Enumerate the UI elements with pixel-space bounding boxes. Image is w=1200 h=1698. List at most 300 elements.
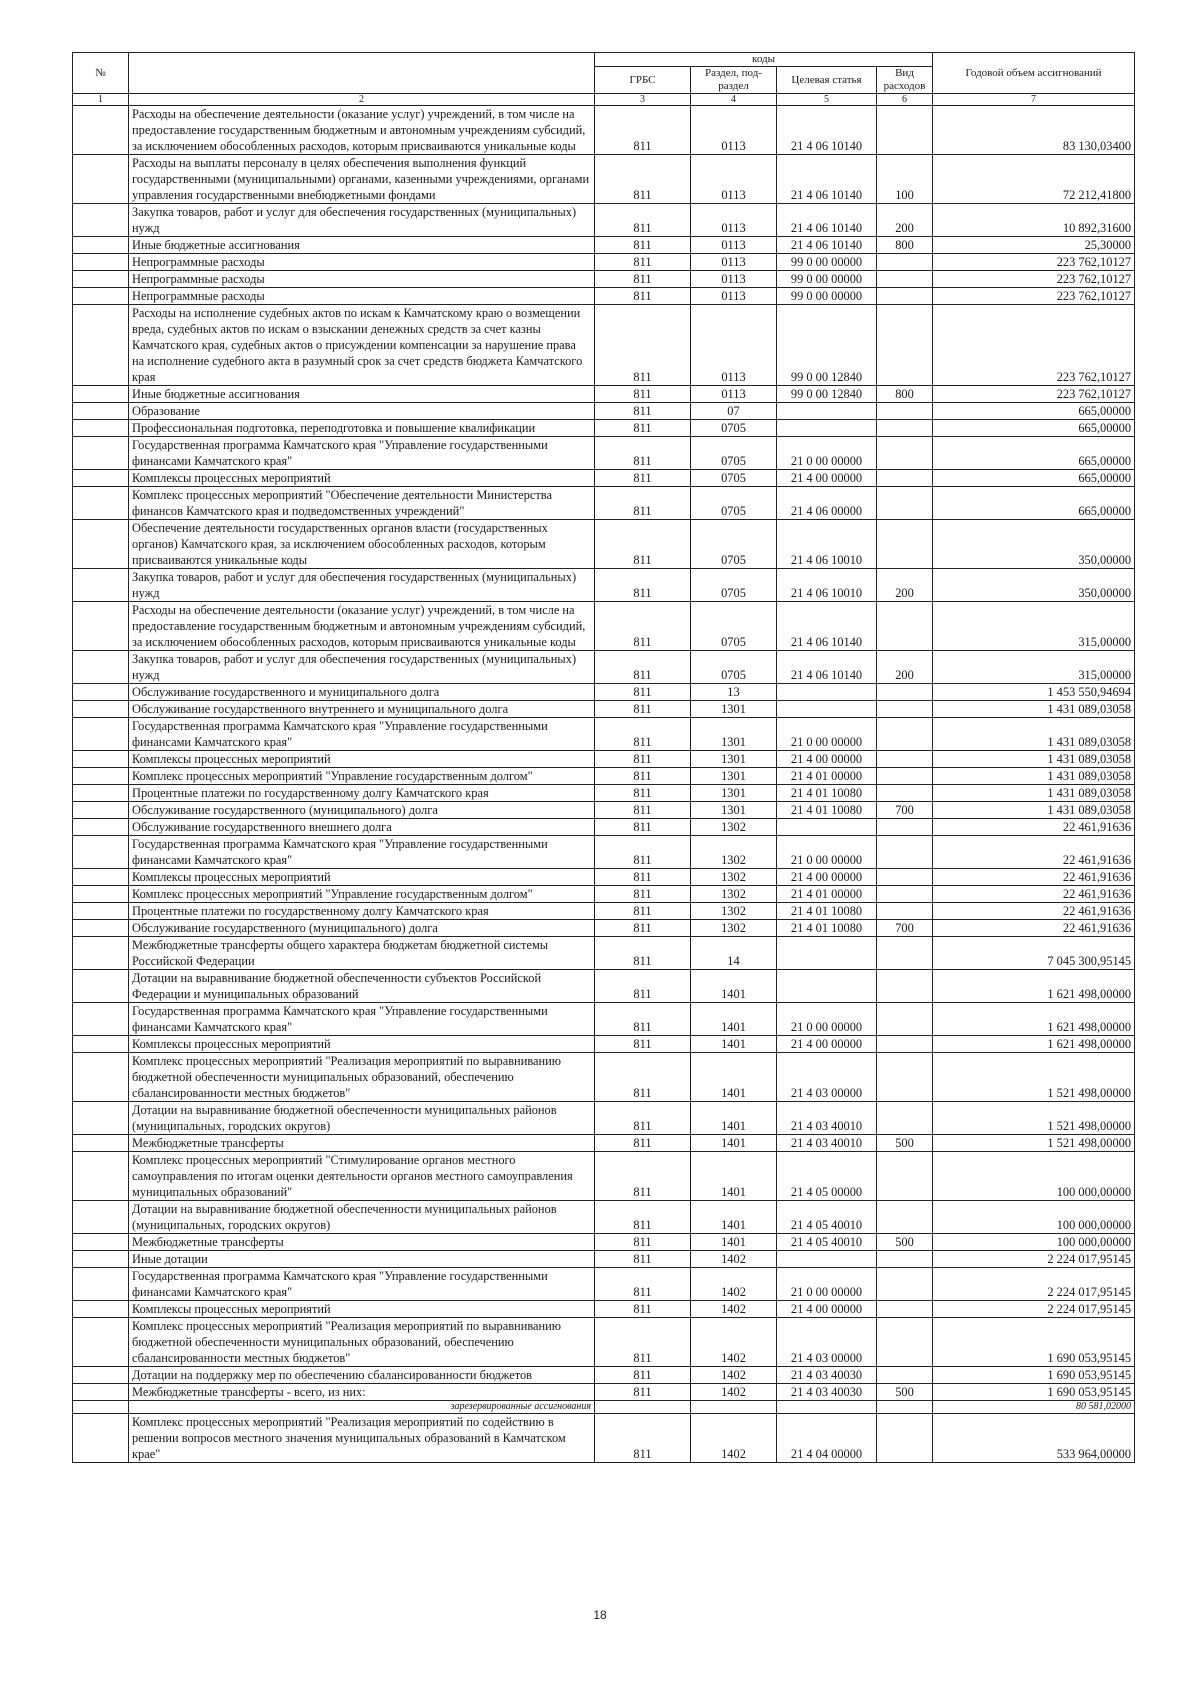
row-amount: 1 431 089,03058 xyxy=(933,785,1135,802)
row-section-code: 0113 xyxy=(691,254,777,271)
row-grbs-code: 811 xyxy=(595,785,691,802)
table-row xyxy=(73,420,1135,437)
row-grbs-code: 811 xyxy=(595,520,691,569)
row-grbs-code: 811 xyxy=(595,886,691,903)
row-grbs-code: 811 xyxy=(595,1268,691,1301)
row-name: Комплекс процессных мероприятий "Реализация мероприятий по содействию в решении вопросов местного значения муниципальных образований в Камчатском крае" xyxy=(129,1414,595,1463)
row-name: Обеспечение деятельности государственных органов власти (государственных органов) Камчатского края, за исключением обособленных расходов, которым присваиваются уникальные коды xyxy=(129,520,595,569)
table-row xyxy=(73,487,1135,520)
table-row xyxy=(73,254,1135,271)
table-row xyxy=(73,1414,1135,1463)
row-expense-kind: 100 xyxy=(877,155,933,204)
row-grbs-code: 811 xyxy=(595,920,691,937)
row-grbs-code: 811 xyxy=(595,1102,691,1135)
row-name: Процентные платежи по государственному долгу Камчатского края xyxy=(129,903,595,920)
row-number xyxy=(73,420,129,437)
row-target-code: 21 4 03 40030 xyxy=(777,1384,877,1401)
row-number xyxy=(73,1367,129,1384)
row-name: Расходы на выплаты персоналу в целях обеспечения выполнения функций государственными (муниципальными) органами, казенными учреждениями, органами управления государственными внебюджетными фондами xyxy=(129,155,595,204)
row-number xyxy=(73,819,129,836)
row-name: Профессиональная подготовка, переподготовка и повышение квалификации xyxy=(129,420,595,437)
row-amount: 223 762,10127 xyxy=(933,386,1135,403)
row-number xyxy=(73,1135,129,1152)
row-amount: 7 045 300,95145 xyxy=(933,937,1135,970)
table-row xyxy=(73,970,1135,1003)
row-number xyxy=(73,1301,129,1318)
row-section-code: 1402 xyxy=(691,1301,777,1318)
row-grbs-code: 811 xyxy=(595,1301,691,1318)
table-row xyxy=(73,569,1135,602)
row-name: Комплексы процессных мероприятий xyxy=(129,1301,595,1318)
row-grbs-code: 811 xyxy=(595,768,691,785)
table-row xyxy=(73,802,1135,819)
row-name: Иные дотации xyxy=(129,1251,595,1268)
row-grbs-code: 811 xyxy=(595,437,691,470)
row-expense-kind xyxy=(877,1401,933,1414)
row-amount: 22 461,91636 xyxy=(933,819,1135,836)
row-name: Обслуживание государственного и муниципального долга xyxy=(129,684,595,701)
row-expense-kind xyxy=(877,785,933,802)
table-row xyxy=(73,651,1135,684)
col-number: 2 xyxy=(129,94,595,106)
table-row xyxy=(73,903,1135,920)
row-expense-kind xyxy=(877,271,933,288)
row-name: Государственная программа Камчатского края "Управление государственными финансами Камчатского края" xyxy=(129,437,595,470)
row-name: Межбюджетные трансферты xyxy=(129,1234,595,1251)
header-name xyxy=(129,53,595,94)
row-name: Комплексы процессных мероприятий xyxy=(129,751,595,768)
row-name: Комплекс процессных мероприятий "Реализация мероприятий по выравниванию бюджетной обеспеченности муниципальных образований, обеспечению сбалансированности местных бюджетов" xyxy=(129,1318,595,1367)
row-section-code: 1402 xyxy=(691,1318,777,1367)
row-number xyxy=(73,254,129,271)
row-amount: 22 461,91636 xyxy=(933,903,1135,920)
row-expense-kind xyxy=(877,701,933,718)
row-section-code: 1301 xyxy=(691,802,777,819)
row-grbs-code: 811 xyxy=(595,718,691,751)
row-amount: 223 762,10127 xyxy=(933,271,1135,288)
row-target-code xyxy=(777,403,877,420)
row-expense-kind xyxy=(877,768,933,785)
table-row xyxy=(73,1301,1135,1318)
header-grbs: ГРБС xyxy=(595,67,691,94)
table-row xyxy=(73,1152,1135,1201)
row-number xyxy=(73,1414,129,1463)
row-number xyxy=(73,1053,129,1102)
row-number xyxy=(73,288,129,305)
row-section-code: 0705 xyxy=(691,487,777,520)
row-target-code: 21 4 00 00000 xyxy=(777,751,877,768)
row-number xyxy=(73,386,129,403)
row-expense-kind: 200 xyxy=(877,204,933,237)
row-target-code xyxy=(777,684,877,701)
table-body xyxy=(73,106,1135,1463)
row-section-code: 0113 xyxy=(691,288,777,305)
row-number xyxy=(73,701,129,718)
row-expense-kind: 500 xyxy=(877,1384,933,1401)
row-target-code xyxy=(777,1401,877,1414)
row-section-code: 1401 xyxy=(691,1102,777,1135)
row-target-code xyxy=(777,1251,877,1268)
row-target-code: 21 4 00 00000 xyxy=(777,470,877,487)
row-number xyxy=(73,271,129,288)
row-name: Комплекс процессных мероприятий "Стимулирование органов местного самоуправления по итогам оценки деятельности органов местного самоуправления муниципальных образований" xyxy=(129,1152,595,1201)
row-number xyxy=(73,684,129,701)
row-target-code: 21 0 00 00000 xyxy=(777,437,877,470)
row-name: Обслуживание государственного внешнего долга xyxy=(129,819,595,836)
row-grbs-code: 811 xyxy=(595,237,691,254)
row-name: Расходы на обеспечение деятельности (оказание услуг) учреждений, в том числе на предоставление государственным бюджетным и автономным учреждениям субсидий, за исключением обособленных расходов, которым присваиваются уникальные коды xyxy=(129,106,595,155)
row-expense-kind xyxy=(877,886,933,903)
row-name: Комплекс процессных мероприятий "Обеспечение деятельности Министерства финансов Камчатского края и подведомственных учреждений" xyxy=(129,487,595,520)
row-amount: 1 621 498,00000 xyxy=(933,1003,1135,1036)
table-row xyxy=(73,288,1135,305)
row-target-code: 21 4 06 10140 xyxy=(777,602,877,651)
row-section-code: 1402 xyxy=(691,1268,777,1301)
row-expense-kind xyxy=(877,1102,933,1135)
row-expense-kind xyxy=(877,751,933,768)
row-grbs-code: 811 xyxy=(595,271,691,288)
row-grbs-code: 811 xyxy=(595,1201,691,1234)
row-name: Государственная программа Камчатского края "Управление государственными финансами Камчатского края" xyxy=(129,1268,595,1301)
row-section-code: 0705 xyxy=(691,651,777,684)
row-section-code: 0113 xyxy=(691,386,777,403)
row-name: Комплексы процессных мероприятий xyxy=(129,470,595,487)
table-row xyxy=(73,602,1135,651)
row-name: Комплекс процессных мероприятий "Реализация мероприятий по выравниванию бюджетной обеспеченности муниципальных образований, обеспечению сбалансированности местных бюджетов" xyxy=(129,1053,595,1102)
row-target-code: 21 4 06 10140 xyxy=(777,651,877,684)
table-row xyxy=(73,1135,1135,1152)
row-section-code: 1401 xyxy=(691,1201,777,1234)
row-number xyxy=(73,237,129,254)
row-grbs-code: 811 xyxy=(595,1318,691,1367)
row-expense-kind xyxy=(877,1201,933,1234)
row-number xyxy=(73,1318,129,1367)
table-row xyxy=(73,684,1135,701)
header-kind: Вид расходов xyxy=(877,67,933,94)
row-target-code: 21 4 00 00000 xyxy=(777,869,877,886)
row-grbs-code: 811 xyxy=(595,1003,691,1036)
row-number xyxy=(73,1036,129,1053)
row-grbs-code: 811 xyxy=(595,684,691,701)
row-expense-kind xyxy=(877,937,933,970)
row-section-code: 0113 xyxy=(691,204,777,237)
row-target-code: 21 4 06 10010 xyxy=(777,569,877,602)
row-section-code: 0113 xyxy=(691,155,777,204)
row-amount: 223 762,10127 xyxy=(933,305,1135,386)
row-expense-kind xyxy=(877,602,933,651)
row-target-code xyxy=(777,819,877,836)
row-section-code: 1302 xyxy=(691,903,777,920)
row-expense-kind xyxy=(877,288,933,305)
row-amount: 1 621 498,00000 xyxy=(933,1036,1135,1053)
row-grbs-code: 811 xyxy=(595,204,691,237)
row-expense-kind: 800 xyxy=(877,237,933,254)
row-grbs-code: 811 xyxy=(595,1053,691,1102)
row-name: Иные бюджетные ассигнования xyxy=(129,386,595,403)
row-amount: 1 431 089,03058 xyxy=(933,751,1135,768)
row-target-code: 21 0 00 00000 xyxy=(777,1268,877,1301)
header-column-numbers xyxy=(73,94,1135,106)
row-amount: 223 762,10127 xyxy=(933,288,1135,305)
row-target-code xyxy=(777,970,877,1003)
row-amount: 1 690 053,95145 xyxy=(933,1367,1135,1384)
header-section: Раздел, под-раздел xyxy=(691,67,777,94)
row-name: Комплекс процессных мероприятий "Управление государственным долгом" xyxy=(129,886,595,903)
row-target-code: 21 4 05 00000 xyxy=(777,1152,877,1201)
row-name: Дотации на выравнивание бюджетной обеспеченности муниципальных районов (муниципальных, городских округов) xyxy=(129,1201,595,1234)
table-row xyxy=(73,1251,1135,1268)
table-row xyxy=(73,305,1135,386)
row-grbs-code: 811 xyxy=(595,288,691,305)
row-expense-kind xyxy=(877,1318,933,1367)
row-name: Непрограммные расходы xyxy=(129,288,595,305)
row-target-code: 21 4 01 10080 xyxy=(777,785,877,802)
row-expense-kind xyxy=(877,684,933,701)
row-section-code: 1302 xyxy=(691,819,777,836)
row-section-code: 1302 xyxy=(691,886,777,903)
table-row xyxy=(73,1401,1135,1414)
row-amount: 22 461,91636 xyxy=(933,836,1135,869)
row-expense-kind xyxy=(877,1367,933,1384)
row-expense-kind xyxy=(877,1003,933,1036)
row-grbs-code: 811 xyxy=(595,701,691,718)
row-amount: 72 212,41800 xyxy=(933,155,1135,204)
row-number xyxy=(73,903,129,920)
row-section-code: 0113 xyxy=(691,106,777,155)
row-name: Непрограммные расходы xyxy=(129,254,595,271)
row-grbs-code: 811 xyxy=(595,305,691,386)
row-grbs-code: 811 xyxy=(595,487,691,520)
row-section-code: 1301 xyxy=(691,701,777,718)
row-target-code: 21 0 00 00000 xyxy=(777,836,877,869)
row-amount: 665,00000 xyxy=(933,420,1135,437)
row-target-code: 21 4 01 10080 xyxy=(777,802,877,819)
row-name: Расходы на исполнение судебных актов по искам к Камчатскому краю о возмещении вреда, судебных актов по искам о взыскании денежных средств за счет казны Камчатского края, судебных актов о присуждении компенсации за нарушение права на исполнение судебного акта в разумный срок за счет средств бюджета Камчатского края xyxy=(129,305,595,386)
row-grbs-code: 811 xyxy=(595,254,691,271)
row-target-code: 21 4 01 00000 xyxy=(777,886,877,903)
row-target-code: 21 4 03 40010 xyxy=(777,1135,877,1152)
table-row xyxy=(73,520,1135,569)
row-amount: 665,00000 xyxy=(933,487,1135,520)
table-row xyxy=(73,386,1135,403)
row-amount: 22 461,91636 xyxy=(933,920,1135,937)
row-number xyxy=(73,1268,129,1301)
row-number xyxy=(73,1003,129,1036)
row-grbs-code: 811 xyxy=(595,1234,691,1251)
row-section-code: 1302 xyxy=(691,920,777,937)
table-row xyxy=(73,1268,1135,1301)
table-row xyxy=(73,1367,1135,1384)
row-expense-kind xyxy=(877,487,933,520)
row-target-code: 99 0 00 12840 xyxy=(777,305,877,386)
row-grbs-code: 811 xyxy=(595,836,691,869)
row-target-code: 21 4 06 10010 xyxy=(777,520,877,569)
row-target-code: 21 4 00 00000 xyxy=(777,1036,877,1053)
row-number xyxy=(73,569,129,602)
row-number xyxy=(73,970,129,1003)
row-grbs-code: 811 xyxy=(595,937,691,970)
table-row xyxy=(73,785,1135,802)
row-grbs-code: 811 xyxy=(595,1384,691,1401)
row-amount: 665,00000 xyxy=(933,437,1135,470)
row-name: Непрограммные расходы xyxy=(129,271,595,288)
row-amount: 1 690 053,95145 xyxy=(933,1384,1135,1401)
row-expense-kind xyxy=(877,970,933,1003)
row-amount: 1 431 089,03058 xyxy=(933,768,1135,785)
row-name: Обслуживание государственного (муниципального) долга xyxy=(129,920,595,937)
table-row xyxy=(73,920,1135,937)
row-section-code: 14 xyxy=(691,937,777,970)
row-number xyxy=(73,785,129,802)
row-target-code: 21 4 05 40010 xyxy=(777,1201,877,1234)
col-number: 7 xyxy=(933,94,1135,106)
row-grbs-code: 811 xyxy=(595,470,691,487)
row-expense-kind: 700 xyxy=(877,802,933,819)
row-number xyxy=(73,470,129,487)
row-section-code: 13 xyxy=(691,684,777,701)
row-number xyxy=(73,520,129,569)
row-name: Закупка товаров, работ и услуг для обеспечения государственных (муниципальных) нужд xyxy=(129,204,595,237)
row-expense-kind xyxy=(877,106,933,155)
row-grbs-code: 811 xyxy=(595,403,691,420)
row-grbs-code: 811 xyxy=(595,819,691,836)
row-number xyxy=(73,937,129,970)
row-grbs-code: 811 xyxy=(595,1414,691,1463)
row-name: Комплексы процессных мероприятий xyxy=(129,869,595,886)
row-grbs-code: 811 xyxy=(595,751,691,768)
row-amount: 22 461,91636 xyxy=(933,886,1135,903)
row-amount: 22 461,91636 xyxy=(933,869,1135,886)
row-target-code: 21 4 06 10140 xyxy=(777,204,877,237)
row-section-code: 1301 xyxy=(691,751,777,768)
col-number: 3 xyxy=(595,94,691,106)
table-row xyxy=(73,1036,1135,1053)
row-section-code: 1401 xyxy=(691,1036,777,1053)
row-section-code: 1401 xyxy=(691,1152,777,1201)
table-row xyxy=(73,718,1135,751)
row-number xyxy=(73,487,129,520)
table-row xyxy=(73,155,1135,204)
row-grbs-code: 811 xyxy=(595,386,691,403)
row-expense-kind xyxy=(877,836,933,869)
row-section-code: 1401 xyxy=(691,1003,777,1036)
row-name: Иные бюджетные ассигнования xyxy=(129,237,595,254)
row-number xyxy=(73,1152,129,1201)
row-amount: 100 000,00000 xyxy=(933,1152,1135,1201)
row-name: Дотации на выравнивание бюджетной обеспеченности муниципальных районов (муниципальных, городских округов) xyxy=(129,1102,595,1135)
col-number: 4 xyxy=(691,94,777,106)
row-target-code: 21 4 01 00000 xyxy=(777,768,877,785)
table-row xyxy=(73,106,1135,155)
header-target: Целевая статья xyxy=(777,67,877,94)
row-expense-kind xyxy=(877,903,933,920)
row-grbs-code: 811 xyxy=(595,569,691,602)
row-amount: 1 621 498,00000 xyxy=(933,970,1135,1003)
table-row xyxy=(73,470,1135,487)
row-section-code: 0705 xyxy=(691,420,777,437)
row-amount: 1 521 498,00000 xyxy=(933,1135,1135,1152)
row-target-code xyxy=(777,701,877,718)
row-section-code: 0705 xyxy=(691,470,777,487)
row-section-code: 0705 xyxy=(691,437,777,470)
row-number xyxy=(73,602,129,651)
row-name: Закупка товаров, работ и услуг для обеспечения государственных (муниципальных) нужд xyxy=(129,569,595,602)
table-row xyxy=(73,869,1135,886)
row-number xyxy=(73,718,129,751)
row-number xyxy=(73,106,129,155)
row-amount: 83 130,03400 xyxy=(933,106,1135,155)
row-amount: 100 000,00000 xyxy=(933,1201,1135,1234)
row-section-code: 1401 xyxy=(691,1234,777,1251)
row-target-code: 21 0 00 00000 xyxy=(777,718,877,751)
row-amount: 1 690 053,95145 xyxy=(933,1318,1135,1367)
table-row xyxy=(73,1318,1135,1367)
row-name: Обслуживание государственного (муниципального) долга xyxy=(129,802,595,819)
row-expense-kind xyxy=(877,1301,933,1318)
row-target-code: 21 4 03 40010 xyxy=(777,1102,877,1135)
table-row xyxy=(73,403,1135,420)
header-number: № xyxy=(73,53,129,94)
row-grbs-code: 811 xyxy=(595,970,691,1003)
row-name: Государственная программа Камчатского края "Управление государственными финансами Камчатского края" xyxy=(129,836,595,869)
row-target-code: 21 4 03 00000 xyxy=(777,1053,877,1102)
row-grbs-code: 811 xyxy=(595,602,691,651)
row-amount: 1 521 498,00000 xyxy=(933,1053,1135,1102)
row-target-code: 21 4 06 10140 xyxy=(777,237,877,254)
row-grbs-code: 811 xyxy=(595,802,691,819)
row-expense-kind xyxy=(877,1414,933,1463)
row-grbs-code: 811 xyxy=(595,869,691,886)
row-expense-kind xyxy=(877,305,933,386)
row-expense-kind xyxy=(877,1036,933,1053)
row-expense-kind xyxy=(877,869,933,886)
row-number xyxy=(73,437,129,470)
row-grbs-code: 811 xyxy=(595,1036,691,1053)
row-name: Расходы на обеспечение деятельности (оказание услуг) учреждений, в том числе на предоставление государственным бюджетным и автономным учреждениям субсидий, за исключением обособленных расходов, которым присваиваются уникальные коды xyxy=(129,602,595,651)
row-expense-kind: 500 xyxy=(877,1135,933,1152)
row-section-code: 1401 xyxy=(691,1135,777,1152)
row-amount: 1 431 089,03058 xyxy=(933,718,1135,751)
budget-allocation-table xyxy=(72,52,1135,1463)
row-section-code: 1402 xyxy=(691,1414,777,1463)
row-section-code: 1301 xyxy=(691,785,777,802)
row-target-code: 21 4 03 00000 xyxy=(777,1318,877,1367)
row-section-code: 1302 xyxy=(691,869,777,886)
row-name: Обслуживание государственного внутреннего и муниципального долга xyxy=(129,701,595,718)
row-target-code: 21 4 00 00000 xyxy=(777,1301,877,1318)
row-section-code: 07 xyxy=(691,403,777,420)
row-number xyxy=(73,751,129,768)
row-amount: 533 964,00000 xyxy=(933,1414,1135,1463)
row-amount: 25,30000 xyxy=(933,237,1135,254)
row-name: Государственная программа Камчатского края "Управление государственными финансами Камчатского края" xyxy=(129,1003,595,1036)
row-section-code: 0705 xyxy=(691,569,777,602)
table-row xyxy=(73,1003,1135,1036)
row-number xyxy=(73,155,129,204)
row-target-code: 21 4 06 10140 xyxy=(777,106,877,155)
row-grbs-code: 811 xyxy=(595,1367,691,1384)
page-number: 18 xyxy=(593,1608,607,1622)
row-expense-kind xyxy=(877,403,933,420)
row-expense-kind: 200 xyxy=(877,651,933,684)
row-amount: 1 521 498,00000 xyxy=(933,1102,1135,1135)
row-number xyxy=(73,1401,129,1414)
row-number xyxy=(73,651,129,684)
row-grbs-code: 811 xyxy=(595,155,691,204)
col-number: 6 xyxy=(877,94,933,106)
table-row xyxy=(73,751,1135,768)
row-section-code: 0113 xyxy=(691,305,777,386)
